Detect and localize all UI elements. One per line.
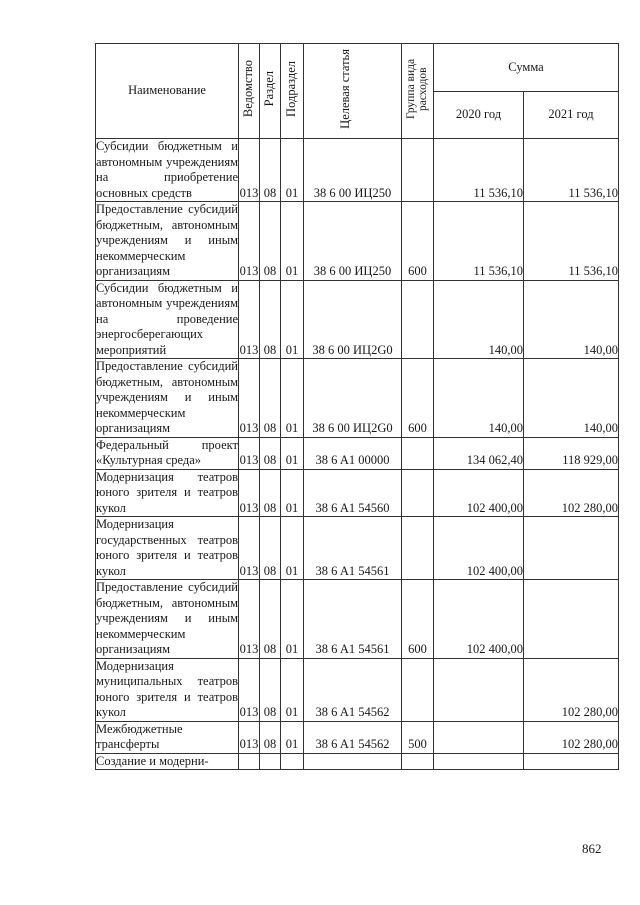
- cell-vedomstvo: 013: [239, 437, 260, 469]
- budget-table: [95, 43, 619, 770]
- cell-celevaya-statya: 38 6 00 ИЦ250: [304, 139, 402, 202]
- cell-razdel: 08: [260, 658, 281, 721]
- cell-podrazdel: 01: [281, 359, 304, 438]
- cell-sum-2021: 102 280,00: [524, 658, 619, 721]
- header-name: Наименование: [96, 44, 239, 139]
- cell-vedomstvo: 013: [239, 359, 260, 438]
- cell-vedomstvo: 013: [239, 280, 260, 359]
- cell-gruppa-vida: [402, 517, 434, 580]
- cell-podrazdel: 01: [281, 517, 304, 580]
- cell-gruppa-vida: [402, 753, 434, 770]
- cell-sum-2020: [434, 753, 524, 770]
- cell-sum-2020: [434, 721, 524, 753]
- cell-gruppa-vida: 600: [402, 202, 434, 281]
- cell-gruppa-vida: [402, 139, 434, 202]
- cell-name: Предоставление субсидий бюджетным, автономным учреждениям и иным некоммерческим организациям: [96, 580, 238, 656]
- cell-name: Модернизация театров юного зрителя и театров кукол: [96, 469, 238, 515]
- cell-podrazdel: [281, 753, 304, 770]
- cell-sum-2021: [524, 517, 619, 580]
- cell-sum-2021: 11 536,10: [524, 139, 619, 202]
- cell-name: Федеральный проект «Культурная среда»: [96, 437, 238, 467]
- cell-name: Модернизация государственных театров юного зрителя и театров кукол: [96, 517, 238, 578]
- cell-sum-2020: 140,00: [434, 280, 524, 359]
- cell-sum-2021: 140,00: [524, 280, 619, 359]
- cell-celevaya-statya: 38 6 A1 54561: [304, 517, 402, 580]
- cell-sum-2020: 11 536,10: [434, 202, 524, 281]
- cell-podrazdel: 01: [281, 280, 304, 359]
- cell-gruppa-vida: 500: [402, 721, 434, 753]
- cell-sum-2021: 11 536,10: [524, 202, 619, 281]
- header-2020: 2020 год: [434, 92, 524, 139]
- cell-podrazdel: 01: [281, 139, 304, 202]
- page-number: 862: [582, 841, 602, 856]
- cell-celevaya-statya: 38 6 00 ИЦ250: [304, 202, 402, 281]
- cell-name: Субсидии бюджетным и автономным учреждениям на проведение энергосберегающих мероприятий: [96, 280, 238, 357]
- cell-sum-2020: 102 400,00: [434, 580, 524, 659]
- cell-razdel: 08: [260, 469, 281, 517]
- header-summa: Сумма: [434, 44, 619, 92]
- table-row: [96, 721, 619, 753]
- cell-name: Модернизация муниципальных театров юного зрителя и театров кукол: [96, 658, 238, 719]
- header-2021: 2021 год: [524, 92, 619, 139]
- cell-vedomstvo: 013: [239, 517, 260, 580]
- cell-gruppa-vida: 600: [402, 580, 434, 659]
- cell-sum-2021: [524, 580, 619, 659]
- cell-gruppa-vida: [402, 437, 434, 469]
- cell-sum-2021: 118 929,00: [524, 437, 619, 469]
- header-celevaya-statya: Целевая статья: [304, 44, 402, 139]
- cell-razdel: [260, 753, 281, 770]
- cell-celevaya-statya: 38 6 A1 54560: [304, 469, 402, 517]
- table-row: [96, 139, 619, 202]
- cell-celevaya-statya: 38 6 A1 54562: [304, 658, 402, 721]
- cell-gruppa-vida: [402, 280, 434, 359]
- cell-celevaya-statya: 38 6 00 ИЦ2G0: [304, 359, 402, 438]
- header-vedomstvo: Ведомство: [239, 44, 260, 139]
- cell-sum-2020: 134 062,40: [434, 437, 524, 469]
- cell-sum-2021: 102 280,00: [524, 469, 619, 517]
- cell-celevaya-statya: [304, 753, 402, 770]
- table-row: [96, 517, 619, 580]
- cell-vedomstvo: 013: [239, 139, 260, 202]
- table-row: [96, 580, 619, 659]
- table-row: [96, 359, 619, 438]
- cell-podrazdel: 01: [281, 658, 304, 721]
- cell-celevaya-statya: 38 6 A1 54561: [304, 580, 402, 659]
- cell-podrazdel: 01: [281, 437, 304, 469]
- cell-sum-2021: [524, 753, 619, 770]
- cell-razdel: 08: [260, 280, 281, 359]
- cell-razdel: 08: [260, 359, 281, 438]
- cell-name: Создание и модерни-: [96, 753, 239, 770]
- cell-sum-2020: 102 400,00: [434, 469, 524, 517]
- cell-vedomstvo: 013: [239, 658, 260, 721]
- cell-razdel: 08: [260, 517, 281, 580]
- table-row: [96, 437, 619, 469]
- cell-podrazdel: 01: [281, 580, 304, 659]
- cell-sum-2021: 140,00: [524, 359, 619, 438]
- cell-vedomstvo: [239, 753, 260, 770]
- table-row: [96, 658, 619, 721]
- cell-sum-2020: [434, 658, 524, 721]
- cell-razdel: 08: [260, 437, 281, 469]
- cell-sum-2020: 102 400,00: [434, 517, 524, 580]
- cell-name: Субсидии бюджетным и автономным учреждениям на приобретение основных средств: [96, 139, 238, 200]
- cell-name: Межбюджетные трансферты: [96, 721, 239, 753]
- header-gruppa-vida: Группа вида расходов: [402, 44, 434, 139]
- cell-gruppa-vida: [402, 658, 434, 721]
- cell-razdel: 08: [260, 721, 281, 753]
- cell-razdel: 08: [260, 202, 281, 281]
- cell-vedomstvo: 013: [239, 580, 260, 659]
- cell-sum-2021: 102 280,00: [524, 721, 619, 753]
- cell-vedomstvo: 013: [239, 721, 260, 753]
- cell-razdel: 08: [260, 139, 281, 202]
- cell-podrazdel: 01: [281, 202, 304, 281]
- cell-sum-2020: 11 536,10: [434, 139, 524, 202]
- cell-name: Предоставление субсидий бюджетным, автономным учреждениям и иным некоммерческим организациям: [96, 359, 238, 435]
- cell-celevaya-statya: 38 6 A1 00000: [304, 437, 402, 469]
- header-podrazdel: Подраздел: [281, 44, 304, 139]
- table-row: [96, 280, 619, 359]
- cell-vedomstvo: 013: [239, 202, 260, 281]
- cell-podrazdel: 01: [281, 469, 304, 517]
- cell-name: Предоставление субсидий бюджетным, автономным учреждениям и иным некоммерческим организациям: [96, 202, 238, 278]
- header-razdel: Раздел: [260, 44, 281, 139]
- cell-gruppa-vida: [402, 469, 434, 517]
- cell-podrazdel: 01: [281, 721, 304, 753]
- cell-celevaya-statya: 38 6 A1 54562: [304, 721, 402, 753]
- cell-gruppa-vida: 600: [402, 359, 434, 438]
- table-row: [96, 469, 619, 517]
- cell-razdel: 08: [260, 580, 281, 659]
- cell-vedomstvo: 013: [239, 469, 260, 517]
- cell-sum-2020: 140,00: [434, 359, 524, 438]
- table-row: [96, 202, 619, 281]
- cell-celevaya-statya: 38 6 00 ИЦ2G0: [304, 280, 402, 359]
- table-row: [96, 753, 619, 770]
